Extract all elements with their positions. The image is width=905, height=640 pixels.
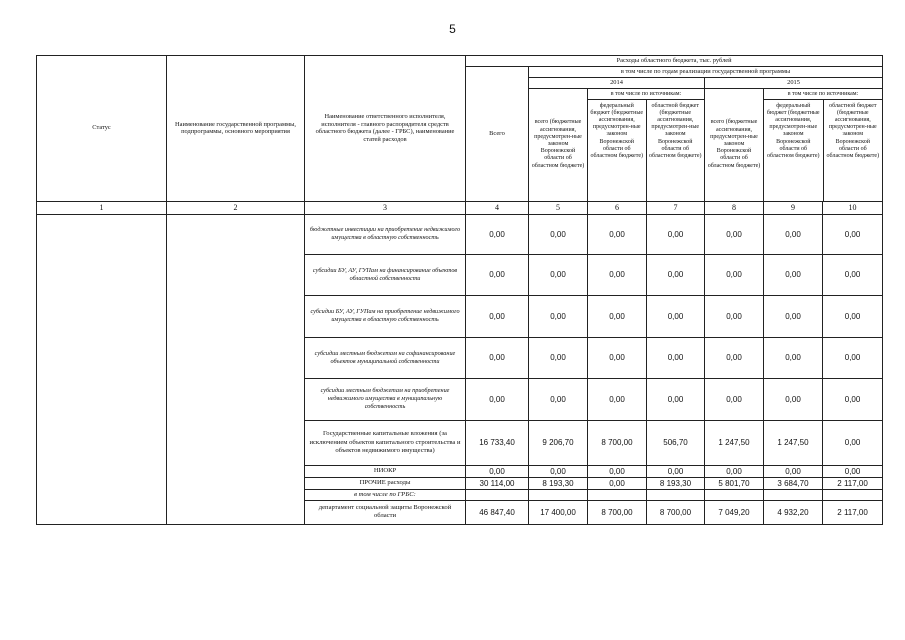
value-cell: 30 114,00 (466, 477, 529, 489)
value-cell: 0,00 (823, 465, 883, 477)
table-row (37, 214, 883, 254)
header-by-sources-2014: в том числе по источникам: (588, 89, 704, 100)
header-expenses-title: Расходы областного бюджета, тыс. рублей (466, 56, 883, 67)
value-cell: 0,00 (705, 465, 764, 477)
value-cell: 7 049,20 (705, 500, 764, 524)
value-cell: 0,00 (529, 465, 588, 477)
value-cell: 2 117,00 (823, 500, 883, 524)
value-cell: 4 932,20 (764, 500, 823, 524)
column-number-row (37, 201, 883, 214)
value-cell: 0,00 (588, 214, 647, 254)
value-cell: 0,00 (705, 295, 764, 337)
value-cell: 0,00 (764, 465, 823, 477)
value-cell: 0,00 (529, 378, 588, 420)
column-number: 4 (466, 201, 529, 214)
value-cell: 17 400,00 (529, 500, 588, 524)
value-cell: 0,00 (647, 254, 705, 295)
value-cell: 0,00 (705, 337, 764, 378)
value-cell (529, 489, 588, 500)
value-cell: 3 684,70 (764, 477, 823, 489)
value-cell: 0,00 (823, 378, 883, 420)
value-cell: 8 700,00 (588, 500, 647, 524)
value-cell: 0,00 (705, 378, 764, 420)
value-cell: 0,00 (764, 295, 823, 337)
value-cell: 0,00 (588, 465, 647, 477)
header-regional-2015: областной бюджет (бюджетные ассигнования, предусмотрен-ные законом Воронежской области об областном бюджете) (826, 102, 880, 159)
value-cell (705, 489, 764, 500)
column-number: 3 (305, 201, 466, 214)
value-cell: 0,00 (529, 254, 588, 295)
value-cell: 8 193,30 (647, 477, 705, 489)
value-cell: 0,00 (647, 378, 705, 420)
value-cell (764, 489, 823, 500)
value-cell: 8 193,30 (529, 477, 588, 489)
value-cell: 0,00 (588, 337, 647, 378)
value-cell: 0,00 (466, 337, 529, 378)
value-cell: 1 247,50 (705, 420, 764, 465)
value-cell (823, 489, 883, 500)
header-total: Всего (466, 67, 529, 202)
header-regional-2014: областной бюджет (бюджетные ассигнования, предусмотрен-ные законом Воронежской области об областном бюджете) (648, 102, 702, 159)
value-cell: 0,00 (823, 214, 883, 254)
value-cell: 0,00 (647, 214, 705, 254)
header-program-name: Наименование государственной программы, подпрограммы, основного мероприятия (167, 56, 305, 202)
value-cell: 1 247,50 (764, 420, 823, 465)
value-cell: 0,00 (529, 337, 588, 378)
column-number: 2 (167, 201, 305, 214)
value-cell: 0,00 (764, 254, 823, 295)
header-sources-2014 (588, 88, 705, 201)
column-number: 5 (529, 201, 588, 214)
value-cell: 0,00 (588, 254, 647, 295)
value-cell: 0,00 (466, 295, 529, 337)
value-cell: 0,00 (466, 378, 529, 420)
value-cell: 0,00 (764, 378, 823, 420)
column-number: 6 (588, 201, 647, 214)
row-label: бюджетные инвестиции на приобретение недвижимого имущества в областную собственность (305, 214, 466, 254)
column-number: 7 (647, 201, 705, 214)
header-by-years: в том числе по годам реализации государственной программы (529, 67, 883, 78)
header-sources-2015 (764, 88, 883, 201)
status-cell (37, 214, 167, 524)
value-cell: 0,00 (588, 378, 647, 420)
header-year-2015: 2015 (705, 77, 883, 88)
value-cell: 0,00 (466, 214, 529, 254)
header-federal-2014: федеральный бюджет (бюджетные ассигнования, предусмотрен-ные законом Воронежской области об областном бюджете) (588, 100, 647, 201)
value-cell: 506,70 (647, 420, 705, 465)
row-label: департамент социальной защиты Воронежской области (305, 500, 466, 524)
header-by-sources-2015: в том числе по источникам: (764, 89, 882, 100)
row-label: НИОКР (305, 465, 466, 477)
row-label: субсидии местным бюджетам на софинансирование объектов муниципальной собственности (305, 337, 466, 378)
value-cell: 0,00 (823, 420, 883, 465)
value-cell: 0,00 (529, 214, 588, 254)
column-number: 9 (764, 201, 823, 214)
value-cell: 5 801,70 (705, 477, 764, 489)
column-number: 10 (823, 201, 883, 214)
value-cell (588, 489, 647, 500)
value-cell: 0,00 (647, 337, 705, 378)
value-cell (647, 489, 705, 500)
value-cell: 0,00 (466, 254, 529, 295)
value-cell: 0,00 (588, 295, 647, 337)
column-number: 1 (37, 201, 167, 214)
value-cell: 0,00 (705, 254, 764, 295)
row-label: субсидии БУ, АУ, ГУПам на приобретение недвижимого имущества в областную собственность (305, 295, 466, 337)
row-label: в том числе по ГРБС: (305, 489, 466, 500)
value-cell: 8 700,00 (647, 500, 705, 524)
value-cell: 0,00 (466, 465, 529, 477)
value-cell: 2 117,00 (823, 477, 883, 489)
row-label: Государственные капитальные вложения (за исключением объектов капитального строительства и объектов недвижимого имущества) (305, 420, 466, 465)
value-cell: 0,00 (529, 295, 588, 337)
value-cell: 0,00 (647, 465, 705, 477)
header-federal-2015: федеральный бюджет (бюджетные ассигнования, предусмотрен-ные законом Воронежской области об областном бюджете) (764, 100, 824, 201)
value-cell: 0,00 (823, 295, 883, 337)
value-cell: 8 700,00 (588, 420, 647, 465)
value-cell: 0,00 (764, 337, 823, 378)
value-cell: 0,00 (823, 254, 883, 295)
page-number: 5 (449, 22, 456, 36)
value-cell: 0,00 (647, 295, 705, 337)
header-all-2014: всего (бюджетные ассигнования, предусмотрен-ные законом Воронежской области об областном бюджете) (529, 88, 588, 201)
header-year-2014: 2014 (529, 77, 705, 88)
program-cell (167, 214, 305, 524)
row-label: субсидии БУ, АУ, ГУПам на финансирование объектов областной собственности (305, 254, 466, 295)
value-cell: 0,00 (705, 214, 764, 254)
value-cell: 46 847,40 (466, 500, 529, 524)
value-cell: 0,00 (588, 477, 647, 489)
budget-table (36, 55, 883, 525)
header-all-2015: всего (бюджетные ассигнования, предусмотрен-ные законом Воронежской области об областном бюджете) (705, 88, 764, 201)
value-cell (466, 489, 529, 500)
header-executor: Наименование ответственного исполнителя, исполнителя - главного распорядителя средств областного бюджета (далее - ГРБС), наименование статей расходов (305, 56, 466, 202)
header-status: Статус (37, 56, 167, 202)
value-cell: 9 206,70 (529, 420, 588, 465)
row-label: ПРОЧИЕ расходы (305, 477, 466, 489)
value-cell: 16 733,40 (466, 420, 529, 465)
value-cell: 0,00 (823, 337, 883, 378)
column-number: 8 (705, 201, 764, 214)
row-label: субсидии местным бюджетам на приобретение недвижимого имущества в муниципальную собственность (305, 378, 466, 420)
value-cell: 0,00 (764, 214, 823, 254)
